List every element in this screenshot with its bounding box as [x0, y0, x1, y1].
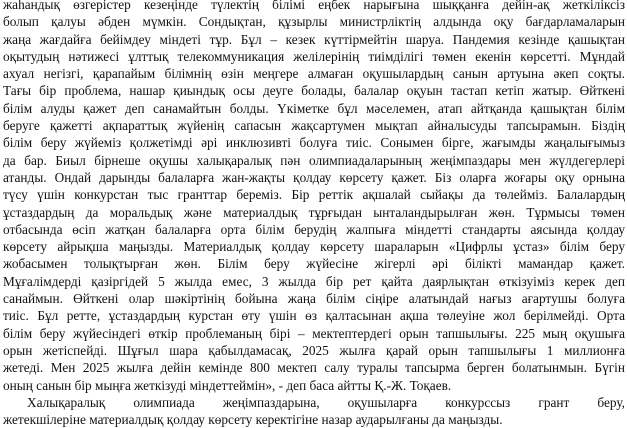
- text-line: ұстаздардың да моральдық және материалдық тұрғыдан ынталандырылған жөн. Тұрмысы төмен: [3, 204, 625, 220]
- text-line: тиіс. Бұл ретте, ұстаздардың курстан өту үшін өз қалтасынан ақша төлеуіне жол берілмейді. Орта: [3, 308, 625, 324]
- text-line: оның санын бір мыңға жеткізуді міндеттеймін», - деп баса айтты Қ.-Ж. Тоқаев.: [3, 377, 452, 393]
- text-line: жетеді. Мен 2025 жылға дейін кемінде 800 мектеп салу туралы тапсырма берген болатынмын. Бүгін: [3, 360, 625, 376]
- text-line: білім беру жүйеміз қолжетімді әрі инклюзивті болуға тиіс. Сонымен бірге, жағымды жаңалығымыз: [3, 135, 625, 151]
- text-line: жетекшілеріне материалдық қолдау көрсету керектігіне назар аударылғаны да маңызды.: [3, 412, 503, 428]
- paragraph-main: [3, 0, 625, 394]
- text-line: білім алуды қажет деп санамайтын болды. Үкіметке бұл мәселемен, атап айтқанда қашықтан білім: [3, 100, 625, 116]
- text-line: жаһандық өзгерістер кезеңінде түлектің білімі еңбек нарығына шыққанға дейін-ақ жеткіліксіз: [3, 0, 625, 12]
- text-line: отбасында өсіп жатқан балаларға орта білім берудің жалпыға міндетті стандарты аясында қолдау: [3, 221, 625, 237]
- text-line: Тағы бір проблема, нашар қиындық осы деуге болады, балалар оқуын тастап кетіп жатыр. Өйткені: [3, 83, 625, 99]
- text-line: болып қалуы әбден мүмкін. Сондықтан, құзырлы министрліктің алдында оқу бағдарламаларын: [3, 14, 625, 30]
- text-line: беруге қажетті ақпараттық жүйенің сапасын жақсартумен мықтап айналысуды тапсырамын. Біздің: [3, 118, 625, 134]
- text-line: санаймын. Өйткені олар шәкіртінің бойына жаңа білім сіңіре алатындай нағыз ағартушы болуға: [3, 291, 625, 307]
- text-line: жаңа жағдайға бейімдеу міндеті тұр. Бұл – кезек күттірмейтін шаруа. Пандемия кезінде қашықтан: [3, 31, 625, 47]
- text-line: көрсету айрықша маңызды. Материалдық қолдау көрсету шараларын «Цифрлы ұстаз» білім беру: [3, 239, 625, 255]
- text-line: да бар. Биыл бірнеше оқушы халықаралық пән олимпиадаларының жеңімпаздары мен жүлдегерлері: [3, 152, 625, 168]
- paragraph-closing: [3, 394, 625, 428]
- document-page: [3, 0, 625, 428]
- text-line: жобасымен толықтырған жөн. Білім беру жүйесіне жігерлі әрі білікті мамандар қажет.: [3, 256, 625, 272]
- text-line: оқытудың нәтижесі ұлттық телекоммуникация желілерінің тиімділігі төмен екенін көрсетті. Мұндай: [3, 48, 625, 64]
- text-line: Халықаралық олимпиада жеңімпаздарына, оқушыларға конкурссыз грант беру,: [27, 394, 625, 410]
- text-line: түсу үшін конкурстан тыс гранттар береміз. Бір реттік ақшалай сыйақы да төлейміз. Балалардың: [3, 187, 625, 203]
- text-line: білім беру жүйесіндегі өткір проблеманың бірі – мектептердегі орын тапшылығы. 225 мың оқушыға: [3, 325, 625, 341]
- text-line: атанды. Ондай дарынды балаларға жан-жақты қолдау көрсету қажет. Біз оларға жоғары оқу орнына: [3, 169, 625, 185]
- text-line: Мұғалімдерді қазіргідей 5 жылда емес, 3 жылда бір рет қайта даярлықтан өткізуіміз керек деп: [3, 273, 625, 289]
- text-line: орын жетіспейді. Шұғыл шара қабылдамасақ, 2025 жылға қарай орын тапшылығы 1 миллионға: [3, 342, 625, 358]
- text-line: ахуал негізгі, қарапайым білімнің өзін меңгере алмаған оқушылардың санын артуына әкеп соқты.: [3, 66, 625, 82]
